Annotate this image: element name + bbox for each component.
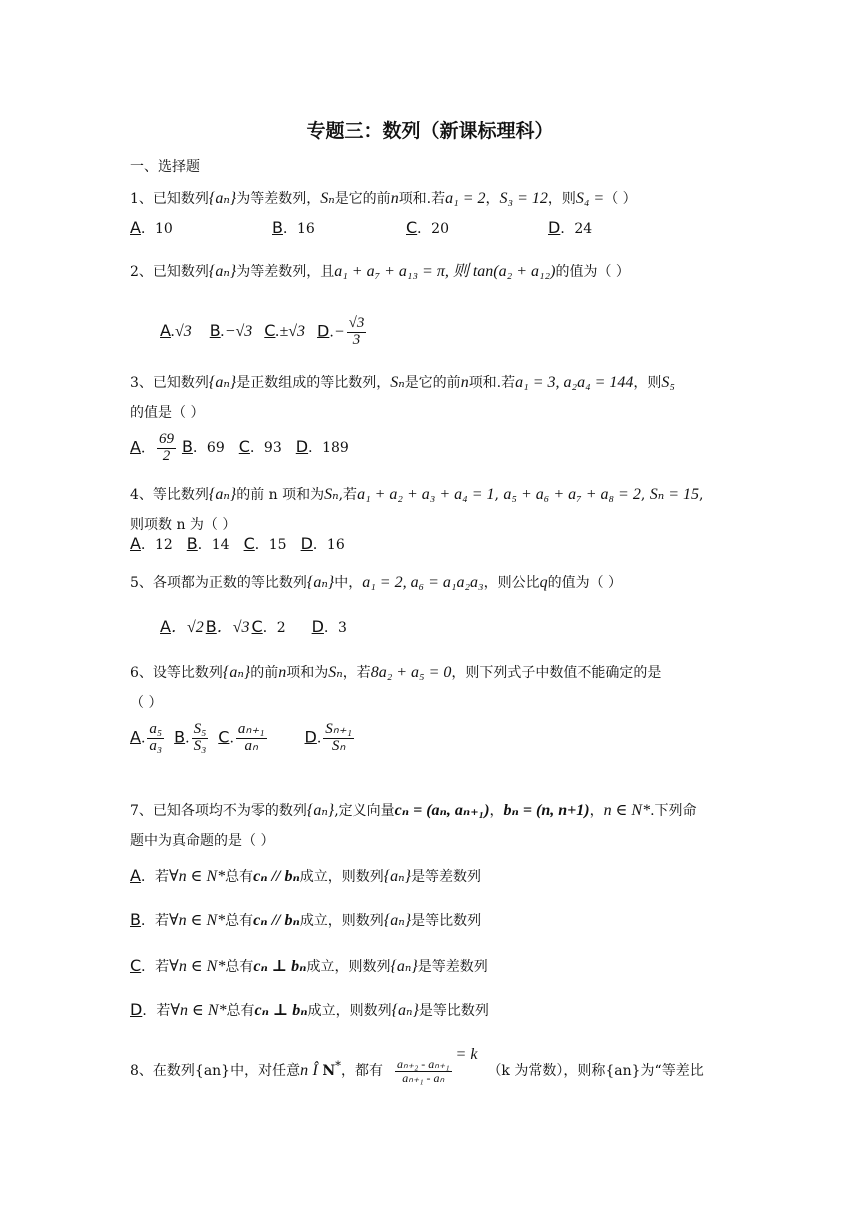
q5-option-d-letter: D (311, 617, 324, 636)
q1-n: n (390, 190, 399, 207)
q2-option-d-sign: − (333, 323, 345, 341)
q6-a-numerator: a₅ (149, 721, 163, 737)
q2-option-c-text: .±√3 (275, 323, 306, 341)
q6-text-2: 的前 (250, 665, 279, 681)
q5-option-a[interactable] (160, 614, 204, 637)
q7-c-pre: ．若 (141, 959, 170, 975)
q7-b-mid: 总有 (225, 913, 254, 929)
q1-sn: Sₙ (320, 190, 335, 207)
q5-text: 5、各项都为正数的等比数列 (130, 575, 307, 591)
q2-expr: a₁ + a₇ + a₁₃ = π, 则 tan(a₂ + a₁₂) (334, 263, 556, 280)
q7-option-c-letter: C (130, 956, 142, 975)
q5-option-b-text: ．√3 (216, 619, 250, 636)
q6-c-denominator: aₙ (244, 737, 258, 754)
q7-d-post: 成立，则数列 (307, 1003, 392, 1019)
q1-paren: （ ） (604, 191, 637, 207)
q8-text-3: （k 为常数），则称{an}为“等差比 (487, 1063, 704, 1080)
q7-d-cond: ∀n ∈ N* (170, 1002, 227, 1019)
q5-seq: {aₙ} (306, 574, 335, 591)
q1-s4: S₄ = (575, 190, 605, 207)
q2-option-a[interactable] (160, 321, 192, 341)
q7-d-rel: cₙ ⊥ bₙ (254, 1002, 308, 1019)
q1-option-b-text: ．16 (282, 221, 315, 237)
q7-a-pre: ．若 (140, 869, 169, 885)
q6-seq: {aₙ} (222, 664, 251, 681)
q4-cond-1: a₁ + a₂ + a₃ + a₄ = 1 (357, 486, 495, 503)
q7-text-2: ,定义向量 (334, 803, 395, 819)
q6-c-numerator: aₙ₊₁ (237, 721, 265, 737)
question-1 (130, 188, 637, 208)
q7-a-rel: cₙ // bₙ (253, 868, 300, 885)
q5-q: q (539, 574, 548, 591)
q6-d-numerator: Sₙ₊₁ (325, 721, 352, 737)
q5-option-c-letter: C (251, 617, 263, 636)
q3-option-b[interactable] (182, 437, 225, 457)
question-2 (130, 258, 630, 281)
q2-seq: {aₙ} (208, 263, 237, 280)
q3-text-3: 是它的前 (404, 375, 461, 391)
question-6 (130, 662, 661, 682)
q4-option-c-text: ．15 (254, 537, 287, 553)
q6-d-denominator: Sₙ (331, 737, 346, 754)
q4-option-b-letter: B (186, 534, 198, 553)
q4-text-2: 的前 n 项和为 (236, 487, 325, 503)
q4-option-d-letter: D (300, 534, 313, 553)
q2-d-denominator: 3 (352, 331, 361, 348)
q4-cond-2: a₅ + a₆ + a₇ + a₈ = 2 (503, 486, 641, 503)
q4-option-b[interactable] (187, 534, 230, 554)
q7-text-3: .下列命 (650, 803, 697, 819)
q3-option-b-letter: B (181, 437, 193, 457)
q1-text: 1、已知数列 (130, 191, 209, 207)
q7-d-end: 是等比数列 (418, 1003, 489, 1019)
q2-option-d-letter: D (317, 321, 330, 341)
q1-option-c[interactable] (406, 218, 548, 238)
q1-text-4: 项和.若 (398, 191, 446, 207)
q4-option-c[interactable] (244, 534, 287, 554)
q1-option-b[interactable] (272, 218, 406, 238)
q7-b-pre: ．若 (140, 913, 169, 929)
q6-option-c[interactable]: C. $\frac{\text{aₙ₊₁}}{\text{aₙ}}$ (218, 721, 265, 754)
q6-b-denominator: S₃ (193, 737, 207, 754)
q1-option-c-letter: C (406, 218, 418, 237)
q2-option-d-fraction (347, 316, 367, 349)
q7-c-rel: cₙ ⊥ bₙ (253, 958, 307, 975)
q6-line-2: （ ） (130, 695, 163, 711)
q7-line-2: 题中为真命题的是（ ） (130, 833, 275, 849)
q4-cond-3: Sₙ = 15 (649, 486, 700, 503)
q5-text-4: 的值为（ ） (547, 575, 623, 591)
q8-text-2: ，都有 (340, 1063, 383, 1080)
q8-text: 8、在数列{an}中，对任意 (130, 1063, 301, 1080)
page-title: 专题三：数列（新课标理科） (306, 120, 554, 142)
q3-option-d[interactable] (296, 437, 349, 457)
q4-option-c-letter: C (243, 534, 255, 553)
q3-option-a-text: ． (140, 440, 155, 457)
q4-option-b-text: ．14 (197, 537, 230, 553)
q6-text-3: 项和为 (286, 665, 329, 681)
q7-a-cond: ∀n ∈ N* (168, 868, 226, 885)
q3-sn: Sₙ (390, 374, 405, 391)
q8-eq: = k (455, 1046, 478, 1064)
q4-option-d-text: ．16 (312, 537, 345, 553)
q7-a-mid: 总有 (225, 869, 254, 885)
q3-option-a[interactable] (130, 432, 178, 465)
q3-options (130, 432, 349, 465)
q2-option-d[interactable] (317, 316, 368, 349)
q7-option-b[interactable] (130, 910, 481, 930)
q8-sym: Î (312, 1062, 318, 1080)
q3-option-d-text: ．189 (308, 440, 349, 457)
q5-option-c-text: ．2 (262, 620, 286, 636)
q8-numerator: aₙ₊₂ - aₙ₊₁ (396, 1057, 450, 1071)
question-8 (130, 1046, 704, 1085)
q7-option-a[interactable] (130, 866, 481, 886)
q2-d-numerator: √3 (348, 315, 365, 331)
q7-option-c[interactable] (130, 956, 488, 976)
q4-options (130, 534, 345, 554)
q5-option-a-text: ．√2 (170, 619, 204, 636)
q2-option-d-text: . (329, 324, 334, 341)
q2-text: 2、已知数列 (130, 264, 209, 280)
q5-options (160, 614, 347, 637)
q6-option-b-fraction (192, 722, 209, 755)
question-5 (130, 572, 622, 592)
q7-option-d-letter: D (130, 1000, 143, 1019)
q5-text-2: 中， (334, 575, 363, 591)
q1-option-a[interactable] (130, 218, 272, 238)
q6-text-5: ，则下列式子中数值不能确定的是 (451, 665, 662, 681)
q7-b-post: 成立，则数列 (299, 913, 384, 929)
q5-option-a-letter: A (160, 617, 171, 636)
q5-option-d-text: ．3 (323, 620, 347, 636)
q7-sep: ， (489, 803, 504, 819)
q6-n: n (278, 664, 287, 681)
q6-option-c-fraction (236, 722, 267, 755)
q3-option-b-text: ．69 (192, 440, 225, 457)
q2-option-a-text: .√3 (170, 323, 192, 341)
q3-text-4: 项和.若 (468, 375, 516, 391)
q1-option-b-letter: B (272, 218, 283, 237)
q4-option-a[interactable] (130, 534, 173, 554)
q3-a-numerator: 69 (158, 431, 174, 447)
q1-option-a-text: ．10 (140, 221, 173, 237)
q3-n: n (460, 374, 469, 391)
q7-b-rel: cₙ // bₙ (253, 912, 300, 929)
q3-option-c-text: ．93 (249, 440, 282, 457)
q7-b-cond: ∀n ∈ N* (168, 912, 226, 929)
q7-c-end: 是等差数列 (417, 959, 488, 975)
q3-text-5: ，则 (633, 375, 662, 391)
q6-option-a-fraction (147, 722, 164, 755)
q6-option-d-letter: D (304, 727, 317, 747)
q8-fraction (395, 1058, 452, 1084)
q6-option-b[interactable]: B. $\frac{\text{S₅}}{\text{S₃}}$ (174, 721, 207, 754)
q6-option-c-letter: C (218, 727, 230, 747)
q2-text-2: 为等差数列，且 (236, 264, 335, 280)
q1-cond-2: S₃ = 12 (499, 190, 548, 207)
q1-option-d-text: ．24 (560, 221, 593, 237)
q1-text-2: 为等差数列， (236, 191, 321, 207)
q3-line-2: 的值是（ ） (130, 405, 205, 421)
q2-option-a-letter: A (160, 321, 171, 341)
q7-c-post: 成立，则数列 (306, 959, 391, 975)
q1-seq: {aₙ} (208, 190, 237, 207)
q3-text: 3、已知数列 (130, 375, 209, 391)
q5-text-3: ，则公比 (483, 575, 540, 591)
q5-option-b[interactable] (206, 614, 250, 637)
q6-option-b-letter: B (174, 727, 186, 747)
q8-denominator: aₙ₊₁ - aₙ (402, 1070, 445, 1085)
q7-n-in-n: n ∈ N* (603, 802, 651, 819)
q7-option-d[interactable] (130, 1000, 489, 1020)
q4-seq: {aₙ} (208, 486, 237, 503)
q3-option-a-letter: A (130, 437, 141, 457)
q7-vector-b: bₙ = (n, n+1) (503, 802, 590, 819)
q6-option-a-letter: A (130, 727, 141, 747)
q6-option-a[interactable]: A. $\frac{\text{a₅}}{\text{a₃}}$ (130, 721, 163, 754)
question-4: 4、等比数列{aₙ}的前 n 项和为Sₙ,若a₁ + a₂ + a₃ + a₄ = 1, a₅ + a₆ + a₇ + a₈ = 2, Sₙ = 15, (130, 486, 704, 503)
q3-seq: {aₙ} (208, 374, 237, 391)
q6-cond: 8a₂ + a₅ = 0 (370, 664, 452, 681)
q7-a-post: 成立，则数列 (299, 869, 384, 885)
q3-text-2: 是正数组成的等比数列， (236, 375, 391, 391)
q3-option-d-letter: D (295, 437, 309, 457)
q6-text-4: ，若 (342, 665, 371, 681)
q1-text-5: ，则 (547, 191, 576, 207)
q7-sep-2: ， (589, 803, 604, 819)
q7-text: 7、已知各项均不为零的数列 (130, 803, 307, 819)
q6-sn: Sₙ (328, 664, 343, 681)
q4-text-3: ,若 (338, 487, 358, 503)
q8-N: N (322, 1063, 336, 1080)
q6-option-d-fraction (323, 722, 354, 755)
q5-option-d[interactable] (312, 617, 347, 637)
q7-option-b-letter: B (130, 910, 141, 929)
q2-option-b[interactable] (210, 321, 253, 341)
q3-s5: S₅ (661, 374, 675, 391)
q2-option-b-text: .−√3 (220, 323, 253, 341)
q2-text-3: 的值为（ ） (555, 264, 630, 280)
q2-option-b-letter: B (209, 321, 221, 341)
q1-option-c-text: ．20 (417, 221, 449, 237)
q6-b-numerator: S₅ (193, 721, 207, 737)
q3-option-c[interactable] (239, 437, 282, 457)
q1-option-d-letter: D (548, 218, 561, 237)
q2-options (160, 316, 368, 349)
q6-text: 6、设等比数列 (130, 665, 223, 681)
q4-option-a-letter: A (130, 534, 141, 553)
q7-vector-c: cₙ = (aₙ, aₙ₊₁) (394, 802, 490, 819)
q3-a-denominator: 2 (162, 447, 171, 464)
q3-cond: a₁ = 3, a₂a₄ = 144 (515, 374, 634, 391)
q4-sn: Sₙ (324, 486, 339, 503)
q7-d-pre: ．若 (142, 1003, 171, 1019)
q5-option-b-letter: B (205, 617, 217, 636)
q7-seq: {aₙ} (306, 802, 335, 819)
question-7 (130, 800, 697, 820)
q7-b-end: 是等比数列 (411, 913, 482, 929)
q7-c-mid: 总有 (225, 959, 254, 975)
q7-a-end: 是等差数列 (411, 869, 482, 885)
q1-cond-1: a₁ = 2 (445, 190, 486, 207)
q3-option-c-letter: C (238, 437, 250, 457)
q4-option-d[interactable] (301, 534, 345, 554)
q7-option-a-letter: A (130, 866, 141, 885)
q5-option-c[interactable] (252, 617, 286, 637)
q8-n: n (300, 1062, 309, 1080)
q2-option-c-letter: C (264, 321, 276, 341)
q1-sep: ， (485, 191, 500, 207)
q7-b-seq: {aₙ} (383, 912, 412, 929)
q6-a-denominator: a₃ (149, 737, 163, 754)
question-3 (130, 372, 675, 392)
q6-option-d[interactable]: D. $\frac{\text{Sₙ₊₁}}{\text{Sₙ}}$ (304, 721, 352, 754)
q7-d-mid: 总有 (226, 1003, 255, 1019)
q6-options (130, 722, 356, 755)
q1-options (130, 218, 592, 238)
q7-c-seq: {aₙ} (390, 958, 418, 975)
q4-line-2: 则项数 n 为（ ） (130, 517, 237, 533)
q1-text-3: 是它的前 (334, 191, 391, 207)
q5-cond: a₁ = 2, a₆ = a₁a₂a₃ (362, 574, 484, 591)
q2-option-c[interactable] (264, 321, 305, 341)
q4-text: 4、等比数列 (130, 487, 209, 503)
q1-option-d[interactable] (548, 218, 592, 238)
q8-star: * (335, 1058, 341, 1073)
q4-option-a-text: ．12 (140, 537, 173, 553)
q7-d-seq: {aₙ} (391, 1002, 419, 1019)
q7-a-seq: {aₙ} (383, 868, 412, 885)
q1-option-a-letter: A (130, 218, 141, 237)
section-heading: 一、选择题 (130, 159, 200, 175)
q7-c-cond: ∀n ∈ N* (169, 958, 226, 975)
q3-option-a-fraction (157, 432, 176, 465)
